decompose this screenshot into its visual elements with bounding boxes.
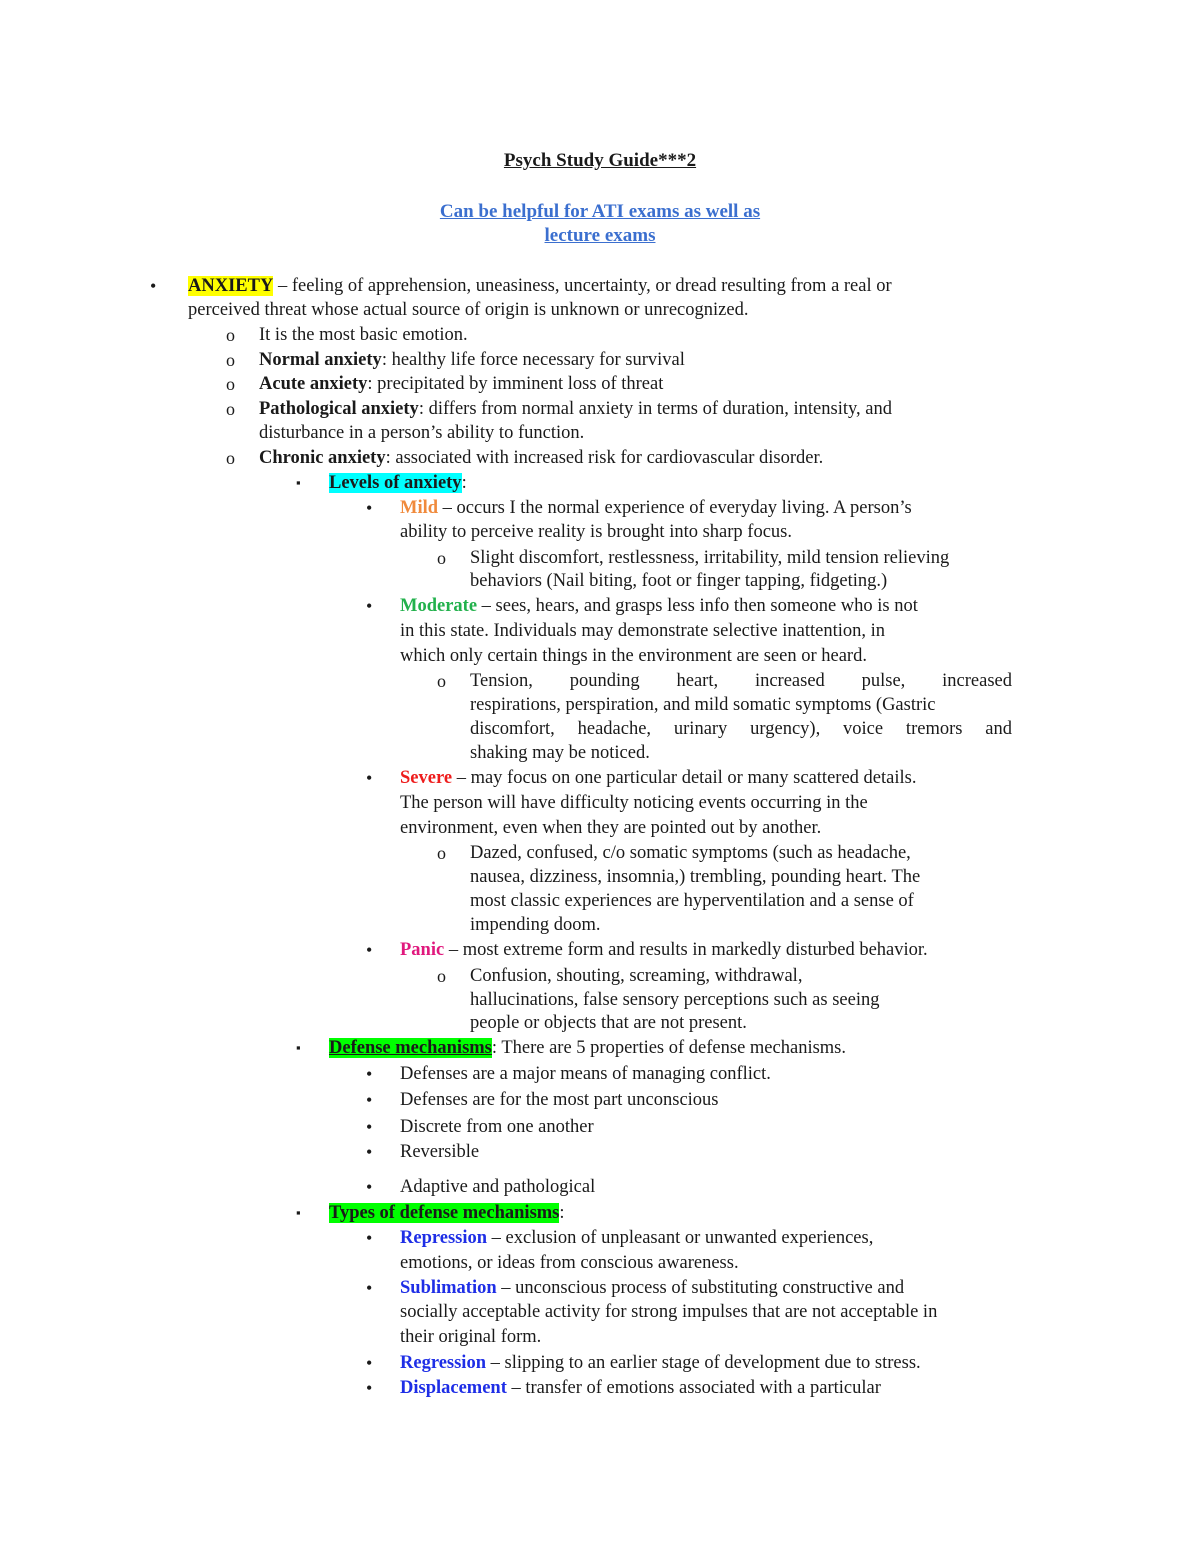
type-regression: Regression – slipping to an earlier stage of development due to stress.: [400, 1353, 921, 1373]
level-moderate-cont-1: in this state. Individuals may demonstrate selective inattention, in: [400, 621, 886, 641]
circle-bullet-icon: o: [437, 966, 446, 986]
level-mild: Mild – occurs I the normal experience of everyday living. A person’s: [400, 498, 912, 518]
panic-symptoms-cont-2: people or objects that are not present.: [470, 1013, 747, 1033]
circle-bullet-icon: o: [226, 374, 235, 394]
mild-symptoms: Slight discomfort, restlessness, irritability, mild tension relieving: [470, 548, 950, 568]
defense-property-3: Discrete from one another: [400, 1117, 594, 1137]
square-bullet-icon: ▪: [296, 475, 301, 490]
bullet-icon: •: [366, 1353, 373, 1373]
level-moderate-cont-2: which only certain things in the environment are seen or heard.: [400, 646, 867, 666]
circle-bullet-icon: o: [437, 843, 446, 863]
severe-symptoms-cont-1: nausea, dizziness, insomnia,) trembling, pounding heart. The: [470, 867, 921, 887]
anxiety-definition: ANXIETY – feeling of apprehension, uneasiness, uncertainty, or dread resulting from a real or: [188, 276, 892, 296]
moderate-symptoms-cont-2: discomfort, headache, urinary urgency), voice tremors and: [470, 719, 1012, 739]
type-repression: Repression – exclusion of unpleasant or unwanted experiences,: [400, 1228, 874, 1248]
circle-bullet-icon: o: [226, 325, 235, 345]
bullet-icon: •: [366, 1142, 373, 1162]
anxiety-basic: It is the most basic emotion.: [259, 325, 468, 345]
page-subtitle[interactable]: [0, 200, 1200, 248]
bullet-icon: •: [366, 498, 373, 518]
bullet-icon: •: [366, 1228, 373, 1248]
bullet-icon: •: [366, 1117, 373, 1137]
level-severe-cont-1: The person will have difficulty noticing events occurring in the: [400, 793, 868, 813]
moderate-symptoms-cont-1: respirations, perspiration, and mild somatic symptoms (Gastric: [470, 695, 936, 715]
bullet-icon: •: [366, 1090, 373, 1110]
level-panic: Panic – most extreme form and results in markedly disturbed behavior.: [400, 940, 928, 960]
defense-property-1: Defenses are a major means of managing conflict.: [400, 1064, 771, 1084]
bullet-icon: •: [366, 1177, 373, 1197]
pathological-anxiety-cont: disturbance in a person’s ability to function.: [259, 423, 585, 443]
circle-bullet-icon: o: [437, 671, 446, 691]
severe-symptoms-cont-2: most classic experiences are hyperventilation and a sense of: [470, 891, 914, 911]
bullet-icon: •: [366, 1278, 373, 1298]
subtitle-line-1[interactable]: Can be helpful for ATI exams as well as: [439, 201, 761, 222]
defense-property-4: Reversible: [400, 1142, 480, 1162]
pathological-anxiety: Pathological anxiety: differs from normal anxiety in terms of duration, intensity, and: [259, 399, 892, 419]
subtitle-line-2[interactable]: lecture exams: [544, 225, 656, 246]
acute-anxiety: Acute anxiety: precipitated by imminent loss of threat: [259, 374, 664, 394]
moderate-symptoms-cont-3: shaking may be noticed.: [470, 743, 650, 763]
type-repression-cont: emotions, or ideas from conscious awareness.: [400, 1253, 739, 1273]
panic-symptoms-cont-1: hallucinations, false sensory perceptions such as seeing: [470, 990, 880, 1010]
type-sublimation-cont-1: socially acceptable activity for strong impulses that are not acceptable in: [400, 1302, 938, 1322]
bullet-icon: •: [366, 940, 373, 960]
defense-property-2: Defenses are for the most part unconscious: [400, 1090, 719, 1110]
anxiety-definition-cont: perceived threat whose actual source of origin is unknown or unrecognized.: [188, 300, 749, 320]
level-severe-cont-2: environment, even when they are pointed out by another.: [400, 818, 822, 838]
normal-anxiety: Normal anxiety: healthy life force necessary for survival: [259, 350, 685, 370]
circle-bullet-icon: o: [226, 399, 235, 419]
defense-heading: Defense mechanisms: There are 5 properties of defense mechanisms.: [329, 1038, 846, 1058]
levels-heading: Levels of anxiety:: [329, 473, 467, 493]
square-bullet-icon: ▪: [296, 1040, 301, 1055]
type-sublimation: Sublimation – unconscious process of substituting constructive and: [400, 1278, 905, 1298]
level-moderate: Moderate – sees, hears, and grasps less info then someone who is not: [400, 596, 918, 616]
circle-bullet-icon: o: [437, 548, 446, 568]
moderate-symptoms: Tension, pounding heart, increased pulse, increased: [470, 671, 1012, 691]
bullet-icon: •: [366, 1064, 373, 1084]
type-sublimation-cont-2: their original form.: [400, 1327, 542, 1347]
bullet-icon: •: [366, 596, 373, 616]
severe-symptoms: Dazed, confused, c/o somatic symptoms (such as headache,: [470, 843, 911, 863]
type-displacement: Displacement – transfer of emotions associated with a particular: [400, 1378, 881, 1398]
mild-symptoms-cont: behaviors (Nail biting, foot or finger tapping, fidgeting.): [470, 571, 888, 591]
page-title: Psych Study Guide***2: [503, 150, 697, 171]
defense-property-5: Adaptive and pathological: [400, 1177, 596, 1197]
square-bullet-icon: ▪: [296, 1205, 301, 1220]
chronic-anxiety: Chronic anxiety: associated with increased risk for cardiovascular disorder.: [259, 448, 824, 468]
circle-bullet-icon: o: [226, 448, 235, 468]
severe-symptoms-cont-3: impending doom.: [470, 915, 601, 935]
bullet-icon: •: [366, 1378, 373, 1398]
bullet-icon: •: [366, 768, 373, 788]
level-mild-cont: ability to perceive reality is brought into sharp focus.: [400, 522, 792, 542]
anxiety-term: ANXIETY: [188, 276, 274, 296]
level-severe: Severe – may focus on one particular detail or many scattered details.: [400, 768, 917, 788]
types-heading: Types of defense mechanisms:: [329, 1203, 565, 1223]
panic-symptoms: Confusion, shouting, screaming, withdrawal,: [470, 966, 803, 986]
bullet-icon: •: [150, 276, 157, 296]
circle-bullet-icon: o: [226, 350, 235, 370]
